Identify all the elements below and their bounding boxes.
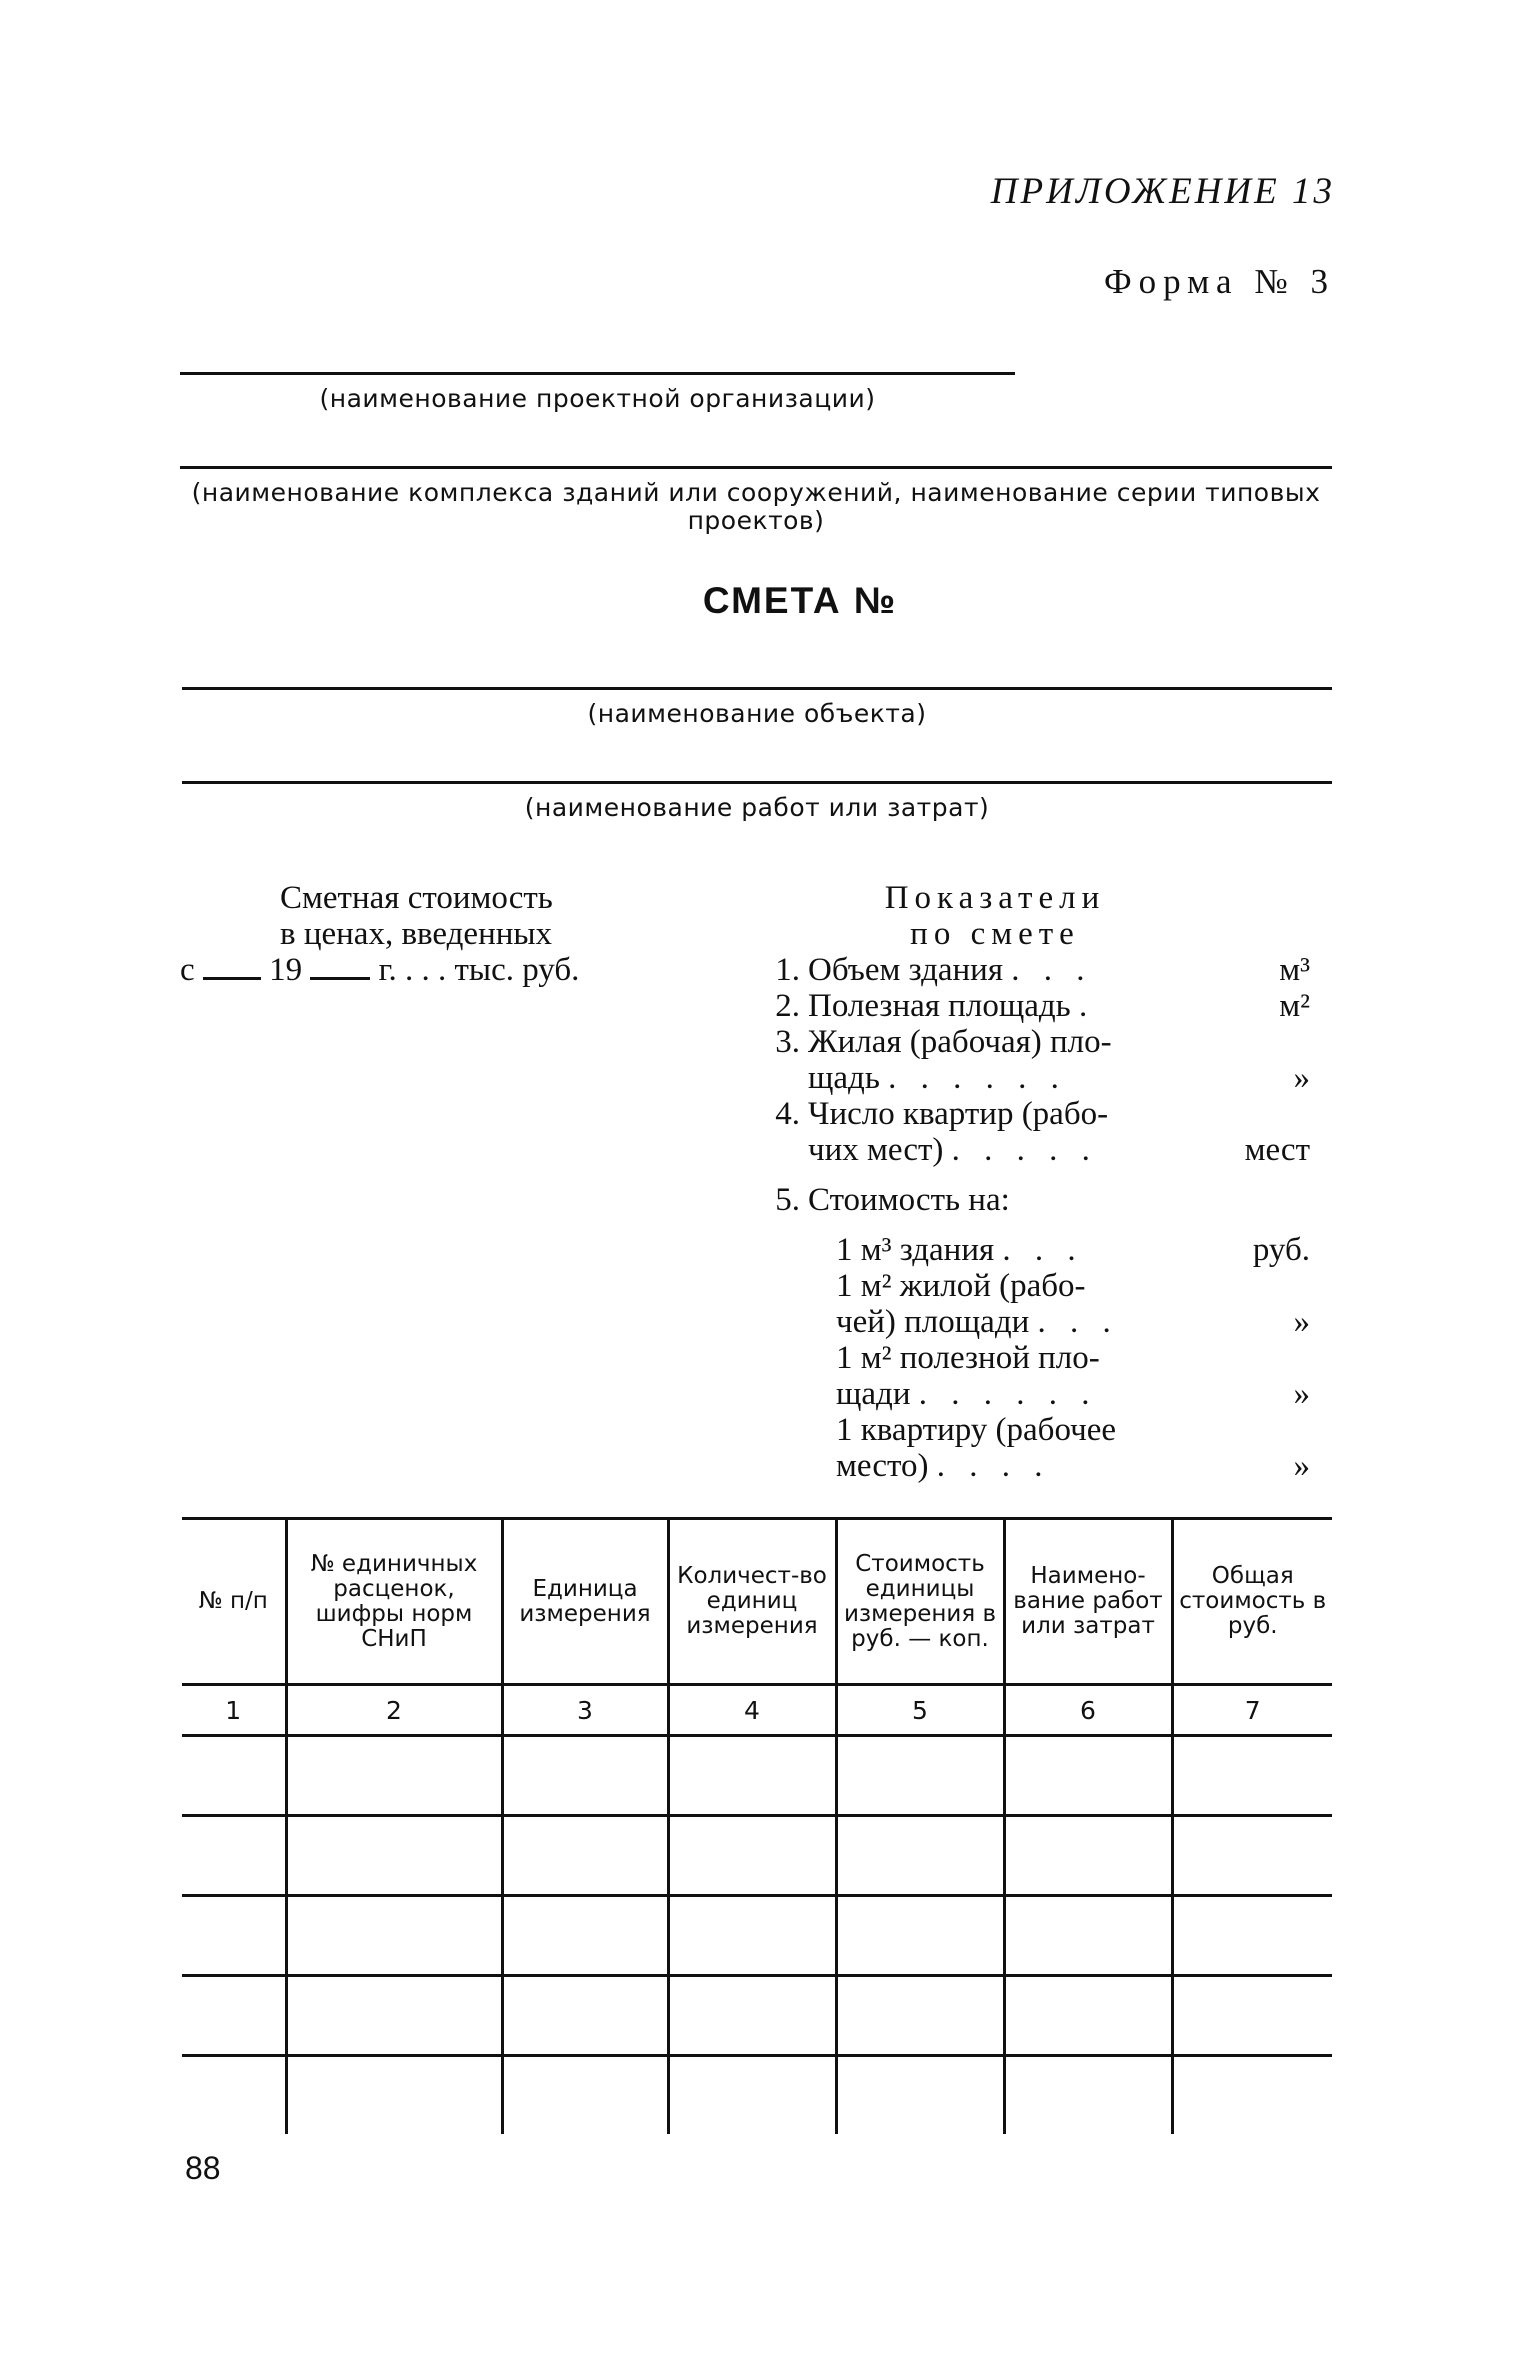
column-number: 6 — [1004, 1685, 1172, 1736]
table-cell — [1004, 2056, 1172, 2135]
table-cell — [836, 1976, 1004, 2056]
table-cell — [668, 1896, 836, 1976]
works-caption: (наименование работ или затрат) — [524, 793, 990, 822]
header-unit: Единица измерения — [502, 1519, 668, 1685]
table-cell — [1004, 1736, 1172, 1816]
indicator-number — [755, 1132, 808, 1168]
indicator-sub-row — [755, 1340, 1315, 1376]
indicator-sub-text: 1 квартиру (рабочее — [836, 1412, 1117, 1448]
table-row — [182, 1736, 1332, 1816]
appendix-label: ПРИЛОЖЕНИЕ 13 — [990, 171, 1335, 212]
indicator-number: 2. — [775, 988, 800, 1024]
table-cell — [502, 1896, 668, 1976]
table-cell — [1172, 1736, 1332, 1816]
table-row — [182, 1896, 1332, 1976]
indicator-row — [755, 1096, 1315, 1132]
table-row — [182, 1976, 1332, 2056]
table-cell — [182, 2056, 286, 2135]
indicator-number — [755, 1060, 808, 1096]
column-number: 5 — [836, 1685, 1004, 1736]
indicator-text: Жилая (рабочая) пло- — [808, 1024, 1112, 1060]
indicators-heading1: Показатели — [884, 880, 1106, 916]
estimate-table — [182, 1517, 1332, 2134]
header-number: № п/п — [182, 1519, 286, 1685]
indicator-sub-unit: » — [1293, 1448, 1310, 1484]
indicator-text: Полезная площадь . — [808, 988, 1096, 1024]
table-cell — [836, 1896, 1004, 1976]
table-cell — [836, 1736, 1004, 1816]
indicator-text: чих мест) . . . . . — [808, 1132, 1098, 1168]
document-title: СМЕТА № — [702, 580, 898, 621]
header-work-name: Наимено-вание работ или затрат — [1004, 1519, 1172, 1685]
day-blank — [203, 953, 261, 980]
column-number: 4 — [668, 1685, 836, 1736]
indicator-sub-text: 1 м² полезной пло- — [836, 1340, 1100, 1376]
indicator-row — [755, 1024, 1315, 1060]
table-cell — [836, 2056, 1004, 2135]
indicator-sub-text: щади . . . . . . — [836, 1376, 1098, 1412]
indicator-row — [755, 1132, 1315, 1168]
table-cell — [1004, 1816, 1172, 1896]
table-header-row — [182, 1519, 1332, 1685]
works-name-line — [182, 781, 1332, 784]
indicator-sub-unit — [1161, 1268, 1315, 1304]
indicator-row — [755, 1182, 1315, 1218]
indicator-unit: мест — [1244, 1132, 1310, 1168]
indicator-sub-text: 1 м² жилой (рабо- — [836, 1268, 1086, 1304]
indicator-unit — [1188, 1024, 1315, 1060]
column-number: 2 — [286, 1685, 502, 1736]
complex-caption-line1: (наименование комплекса зданий или сооружений, наименование серии типовых — [191, 478, 1321, 507]
indicator-row — [755, 1060, 1315, 1096]
column-number: 7 — [1172, 1685, 1332, 1736]
indicator-number: 5. — [775, 1182, 800, 1218]
indicator-unit — [1188, 1096, 1315, 1132]
indicator-sub-unit — [1161, 1412, 1315, 1448]
indicator-unit: » — [1293, 1060, 1310, 1096]
org-caption: (наименование проектной организации) — [319, 384, 876, 413]
table-cell — [502, 1736, 668, 1816]
cost-line1: Сметная стоимость — [280, 880, 553, 916]
table-cell — [1172, 2056, 1332, 2135]
table-cell — [1004, 1896, 1172, 1976]
indicator-sub-row — [755, 1268, 1315, 1304]
indicator-sub-text: место) . . . . — [836, 1448, 1051, 1484]
table-cell — [502, 1976, 668, 2056]
table-cell — [668, 2056, 836, 2135]
indicator-sub-unit — [1161, 1340, 1315, 1376]
table-cell — [286, 1736, 502, 1816]
table-row — [182, 2056, 1332, 2135]
indicator-text: щадь . . . . . . — [808, 1060, 1067, 1096]
complex-caption-line2: проектов) — [687, 506, 825, 535]
indicator-sub-row — [755, 1412, 1315, 1448]
year-blank — [310, 953, 370, 980]
indicator-sub-unit: руб. — [1252, 1232, 1310, 1268]
table-cell — [182, 1896, 286, 1976]
cost-line3 — [180, 952, 579, 988]
column-number-row — [182, 1685, 1332, 1736]
cost-line2: в ценах, введенных — [280, 916, 553, 952]
indicator-sub-unit: » — [1293, 1304, 1310, 1340]
table-cell — [1172, 1816, 1332, 1896]
table-cell — [182, 1816, 286, 1896]
table-cell — [182, 1736, 286, 1816]
indicator-text: Объем здания . . . — [808, 952, 1093, 988]
table-cell — [286, 1976, 502, 2056]
indicator-number: 3. — [775, 1024, 800, 1060]
indicator-number: 4. — [775, 1096, 800, 1132]
org-name-line — [180, 372, 1015, 375]
indicators-list — [755, 952, 1315, 1218]
table-cell — [286, 2056, 502, 2135]
table-cell — [668, 1816, 836, 1896]
header-unit-cost: Стоимость единицы измерения в руб. — коп. — [836, 1519, 1004, 1685]
indicators-block — [755, 880, 1315, 1484]
indicator-sub-text: чей) площади . . . — [836, 1304, 1119, 1340]
table-cell — [502, 1816, 668, 1896]
header-rate-codes: № единичных расценок, шифры норм СНиП — [286, 1519, 502, 1685]
header-total-cost: Общая стоимость в руб. — [1172, 1519, 1332, 1685]
table-cell — [668, 1736, 836, 1816]
indicators-sublist — [755, 1232, 1315, 1484]
indicator-sub-row — [755, 1448, 1315, 1484]
indicator-sub-text: 1 м³ здания . . . — [836, 1232, 1084, 1268]
indicator-text: Число квартир (рабо- — [808, 1096, 1109, 1132]
header-quantity: Количест-во единиц измерения — [668, 1519, 836, 1685]
indicators-heading2: по смете — [910, 916, 1080, 952]
table-cell — [182, 1976, 286, 2056]
table-cell — [668, 1976, 836, 2056]
indicator-unit: м² — [1279, 988, 1310, 1024]
indicator-row — [755, 988, 1315, 1024]
cost-year: 19 — [269, 952, 303, 988]
table-cell — [1172, 1976, 1332, 2056]
indicator-unit: м³ — [1279, 952, 1310, 988]
cost-suffix: г. . . . тыс. руб. — [378, 952, 580, 988]
table-cell — [1004, 1976, 1172, 2056]
indicator-sub-row — [755, 1376, 1315, 1412]
indicator-sub-row — [755, 1304, 1315, 1340]
table-row — [182, 1816, 1332, 1896]
indicator-row — [755, 952, 1315, 988]
complex-name-line — [180, 466, 1332, 469]
table-cell — [286, 1816, 502, 1896]
table-cell — [502, 2056, 668, 2135]
object-name-line — [182, 687, 1332, 690]
form-number: Форма № 3 — [1104, 262, 1335, 301]
indicator-sub-unit: » — [1293, 1376, 1310, 1412]
indicator-unit — [1188, 1182, 1315, 1218]
column-number: 3 — [502, 1685, 668, 1736]
object-caption: (наименование объекта) — [587, 699, 927, 728]
indicator-sub-row — [755, 1232, 1315, 1268]
page-number: 88 — [185, 2150, 221, 2186]
table-cell — [836, 1816, 1004, 1896]
indicator-number: 1. — [775, 952, 800, 988]
table-cell — [286, 1896, 502, 1976]
indicator-text: Стоимость на: — [808, 1182, 1010, 1218]
table-cell — [1172, 1896, 1332, 1976]
column-number: 1 — [182, 1685, 286, 1736]
cost-prefix: с — [180, 952, 195, 988]
